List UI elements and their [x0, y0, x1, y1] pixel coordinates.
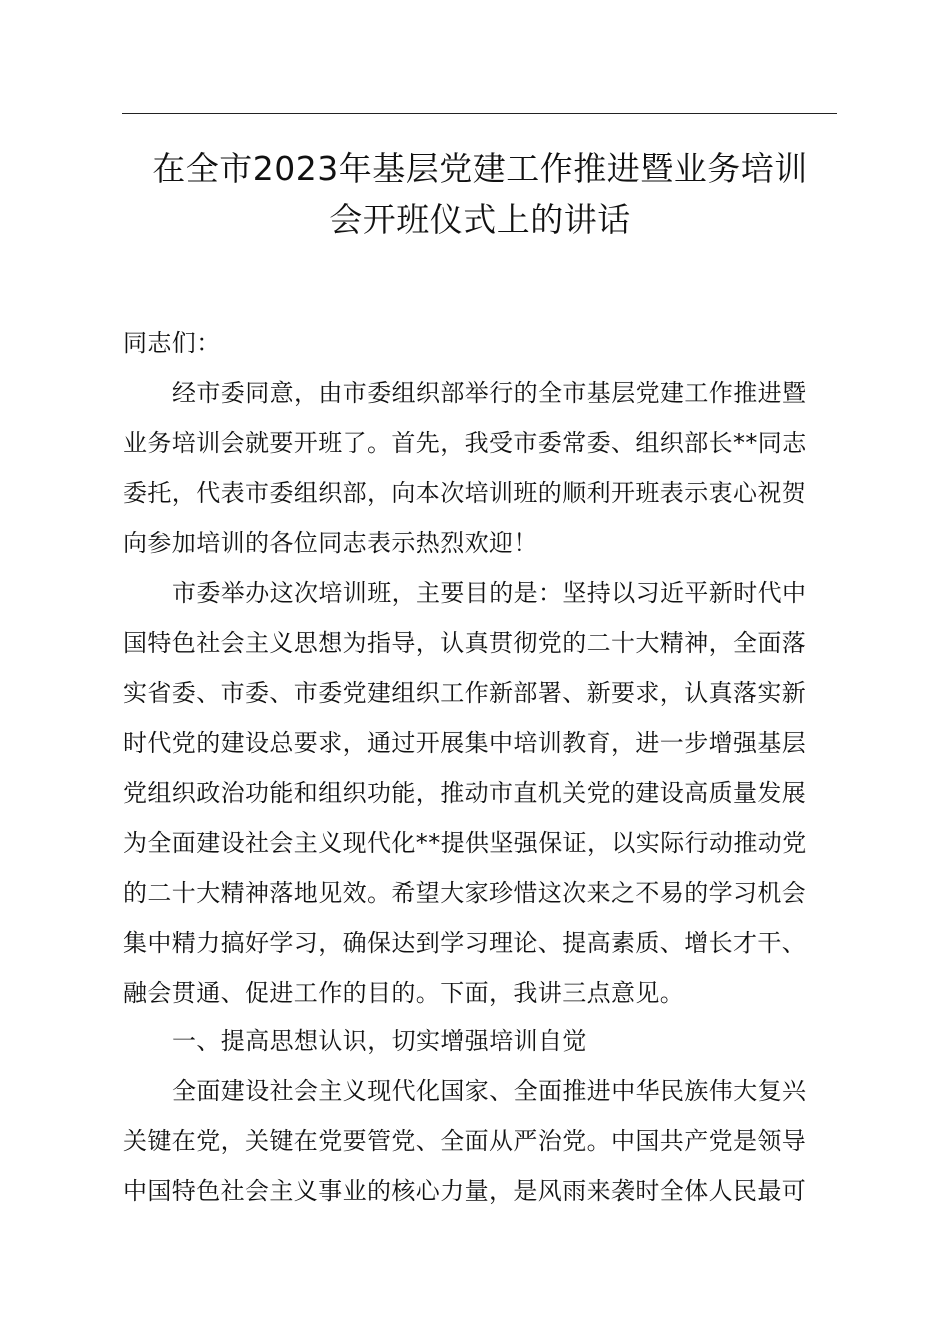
paragraph-2-line-8: 集中精力搞好学习，确保达到学习理论、提高素质、增长才干、 — [123, 929, 807, 957]
paragraph-1-line-1: 经市委同意，由市委组织部举行的全市基层党建工作推进暨 — [172, 379, 807, 407]
paragraph-2-line-6: 为全面建设社会主义现代化**提供坚强保证，以实际行动推动党 — [123, 829, 807, 857]
paragraph-2-line-7: 的二十大精神落地见效。希望大家珍惜这次来之不易的学习机会 — [123, 879, 807, 907]
paragraph-3-line-2: 关键在党，关键在党要管党、全面从严治党。中国共产党是领导 — [123, 1127, 807, 1155]
paragraph-2-line-4: 时代党的建设总要求，通过开展集中培训教育，进一步增强基层 — [123, 729, 807, 757]
paragraph-2-line-2: 国特色社会主义思想为指导，认真贯彻党的二十大精神，全面落 — [123, 629, 807, 657]
paragraph-1-line-4: 向参加培训的各位同志表示热烈欢迎！ — [123, 529, 538, 557]
paragraph-2-line-9: 融会贯通、促进工作的目的。下面，我讲三点意见。 — [123, 979, 685, 1007]
paragraph-2-line-1: 市委举办这次培训班，主要目的是：坚持以习近平新时代中 — [172, 579, 807, 607]
paragraph-2-line-5: 党组织政治功能和组织功能，推动市直机关党的建设高质量发展 — [123, 779, 807, 807]
paragraph-3-line-3: 中国特色社会主义事业的核心力量，是风雨来袭时全体人民最可 — [123, 1177, 807, 1205]
document-title-line-2: 会开班仪式上的讲话 — [329, 200, 631, 239]
section-heading-1: 一、提高思想认识，切实增强培训自觉 — [172, 1027, 587, 1055]
header-divider — [122, 113, 837, 114]
paragraph-1-line-3: 委托，代表市委组织部，向本次培训班的顺利开班表示衷心祝贺 — [123, 479, 807, 507]
paragraph-2-line-3: 实省委、市委、市委党建组织工作新部署、新要求，认真落实新 — [123, 679, 807, 707]
document-title-line-1: 在全市2023年基层党建工作推进暨业务培训 — [152, 149, 808, 188]
paragraph-1-line-2: 业务培训会就要开班了。首先，我受市委常委、组织部长**同志 — [123, 429, 807, 457]
paragraph-3-line-1: 全面建设社会主义现代化国家、全面推进中华民族伟大复兴 — [172, 1077, 807, 1105]
salutation: 同志们： — [123, 329, 221, 357]
